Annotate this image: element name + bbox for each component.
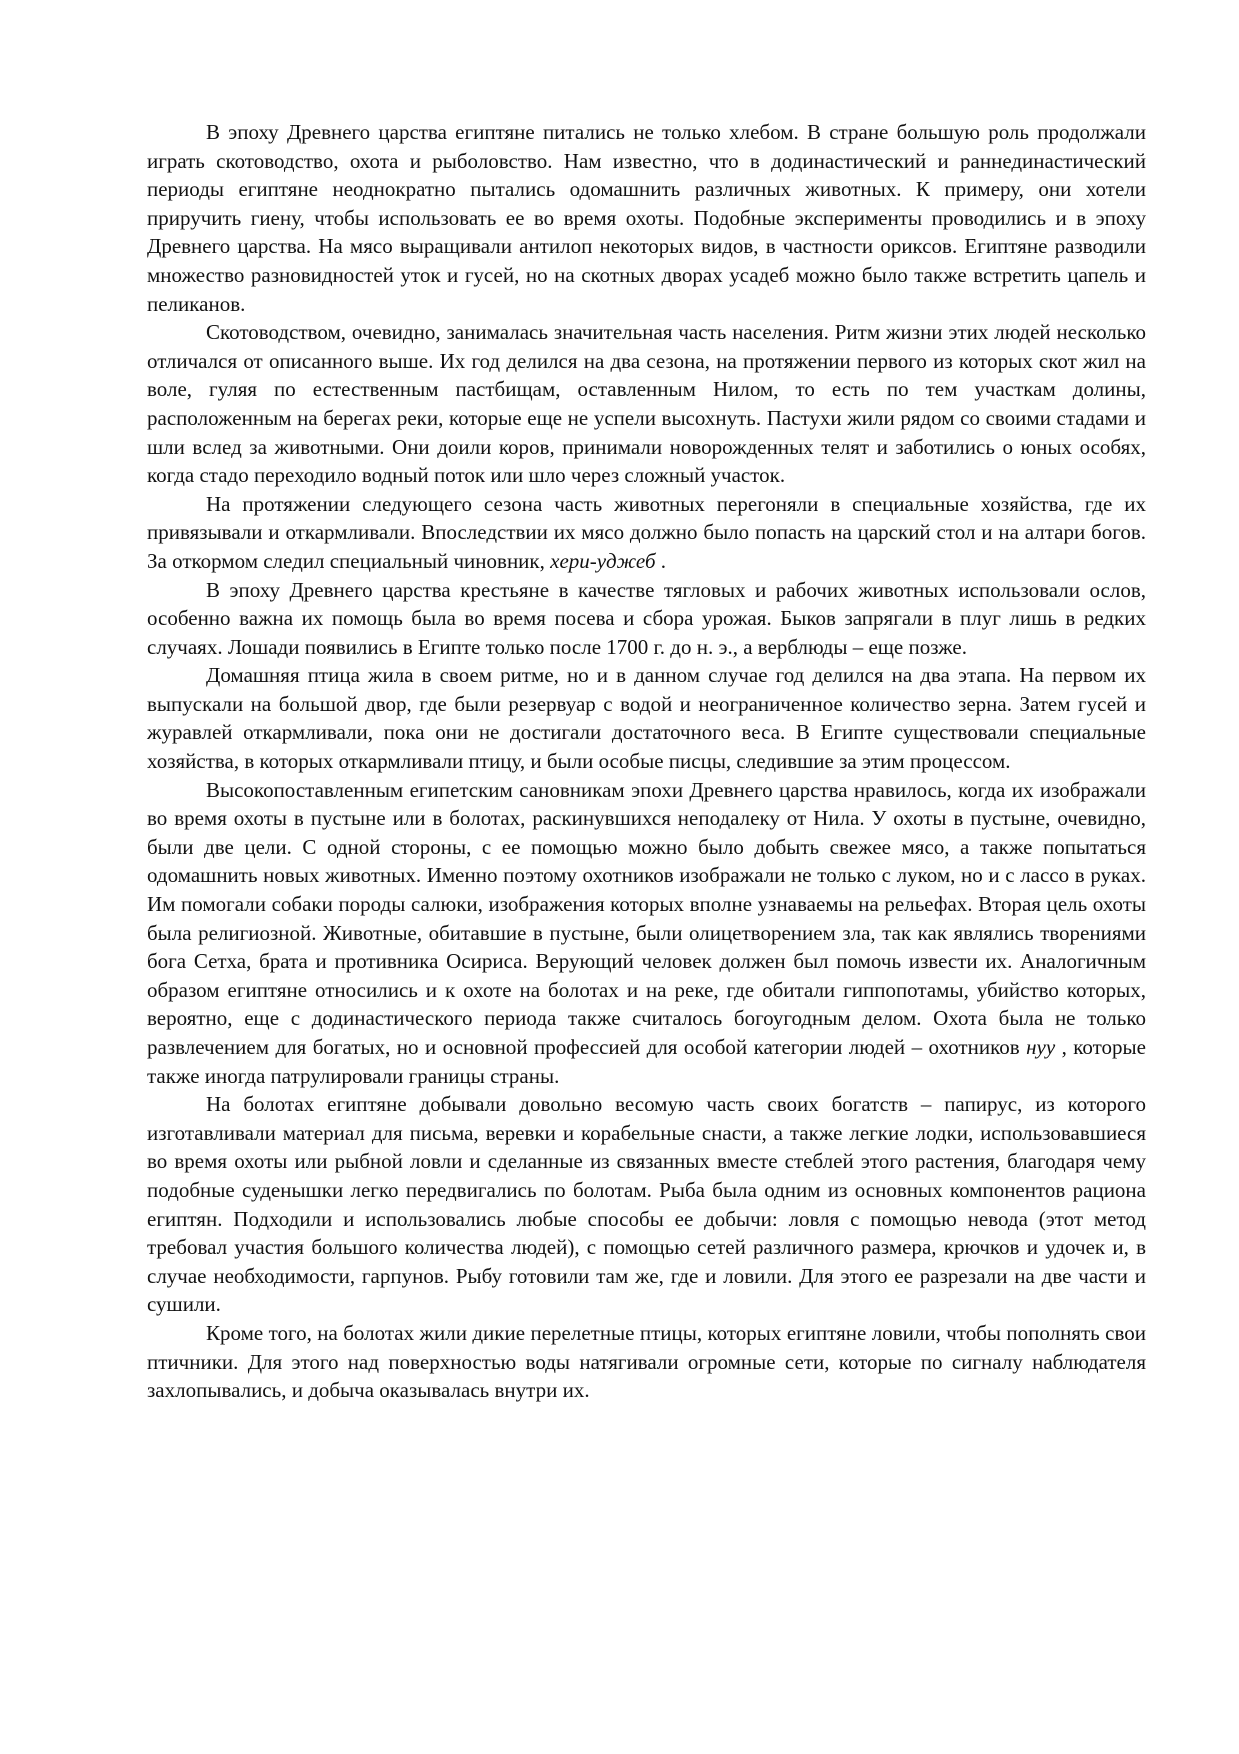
paragraph-6	[147, 776, 1146, 1091]
paragraph-8: Кроме того, на болотах жили дикие перелетные птицы, которых египтяне ловили, чтобы пополнять свои птичники. Для этого над поверхностью воды натягивали огромные сети, которые по сигналу наблюдателя захлопывались, и добыча оказывалась внутри их.	[147, 1320, 1146, 1403]
paragraph-5: Домашняя птица жила в своем ритме, но и в данном случае год делился на два этапа. На первом их выпускали на большой двор, где были резервуар с водой и неограниченное количество зерна. Затем гусей и журавлей откармливали, пока они не достигали достаточного веса. В Египте существовали специальные хозяйства, в которых откармливали птицу, и были особые писцы, следившие за этим процессом.	[147, 663, 1146, 774]
paragraph-3-tail: .	[655, 548, 667, 573]
paragraph-2: Скотоводством, очевидно, занималась значительная часть населения. Ритм жизни этих людей несколько отличался от описанного выше. Их год делился на два сезона, на протяжении первого из которых скот жил на воле, гуляя по естественным пастбищам, оставленным Нилом, то есть по тем участкам долины, расположенным на берегах реки, которые еще не успели высохнуть. Пастухи жили рядом со своими стадами и шли вслед за животными. Они доили коров, принимали новорожденных телят и заботились о юных особях, когда стадо переходило водный поток или шло через сложный участок.	[147, 320, 1146, 488]
term-nuu: нуу	[1026, 1035, 1056, 1059]
term-heri-udzheb: хери-уджеб	[550, 548, 656, 573]
document-page	[147, 118, 1146, 1405]
paragraph-3-text: На протяжении следующего сезона часть животных перегоняли в специальные хозяйства, где их привязывали и откармливали. Впоследствии их мясо должно было попасть на царский стол и на алтари богов. За откормом следил специальный чиновник,	[147, 491, 1146, 573]
paragraph-6-tail: , которые также иногда патрулировали границы страны.	[147, 1035, 1146, 1088]
paragraph-3	[147, 490, 1146, 576]
paragraph-7: На болотах египтяне добывали довольно весомую часть своих богатств – папирус, из которого изготавливали материал для письма, веревки и корабельные снасти, а также легкие лодки, использовавшиеся во время охоты или рыбной ловли и сделанные из связанных вместе стеблей этого растения, благодаря чему подобные суденышки легко передвигались по болотам. Рыба была одним из основных компонентов рациона египтян. Подходили и использовались любые способы ее добычи: ловля с помощью невода (этот метод требовал участия большого количества людей), с помощью сетей различного размера, крючков и удочек и, в случае необходимости, гарпунов. Рыбу готовили там же, где и ловили. Для этого ее разрезали на две части и сушили.	[147, 1092, 1146, 1317]
paragraph-1: В эпоху Древнего царства египтяне питались не только хлебом. В стране большую роль продолжали играть скотоводство, охота и рыболовство. Нам известно, что в додинастический и раннединастический периоды египтяне неоднократно пытались одомашнить различных животных. К примеру, они хотели приручить гиену, чтобы использовать ее во время охоты. Подобные эксперименты проводились и в эпоху Древнего царства. На мясо выращивали антилоп некоторых видов, в частности ориксов. Египтяне разводили множество разновидностей уток и гусей, но на скотных дворах усадеб можно было также встретить цапель и пеликанов.	[147, 120, 1146, 316]
paragraph-4: В эпоху Древнего царства крестьяне в качестве тягловых и рабочих животных использовали ослов, особенно важна их помощь была во время посева и сбора урожая. Быков запрягали в плуг лишь в редких случаях. Лошади появились в Египте только после 1700 г. до н. э., а верблюды – еще позже.	[147, 577, 1146, 659]
paragraph-6-text: Высокопоставленным египетским сановникам эпохи Древнего царства нравилось, когда их изображали во время охоты в пустыне или в болотах, раскинувшихся неподалеку от Нила. У охоты в пустыне, очевидно, были две цели. С одной стороны, с ее помощью можно было добыть свежее мясо, а также попытаться одомашнить новых животных. Именно поэтому охотников изображали не только с луком, но и с лассо в руках. Им помогали собаки породы салюки, изображения которых вполне узнаваемы на рельефах. Вторая цель охоты была религиозной. Животные, обитавшие в пустыне, были олицетворением зла, так как являлись творениями бога Сетха, брата и противника Осириса. Верующий человек должен был помочь извести их. Аналогичным образом египтяне относились и к охоте на болотах и на реке, где обитали гиппопотамы, убийство которых, вероятно, еще с додинастического периода также считалось богоугодным делом. Охота была не только развлечением для богатых, но и основной профессией для особой категории людей – охотников	[147, 777, 1146, 1059]
